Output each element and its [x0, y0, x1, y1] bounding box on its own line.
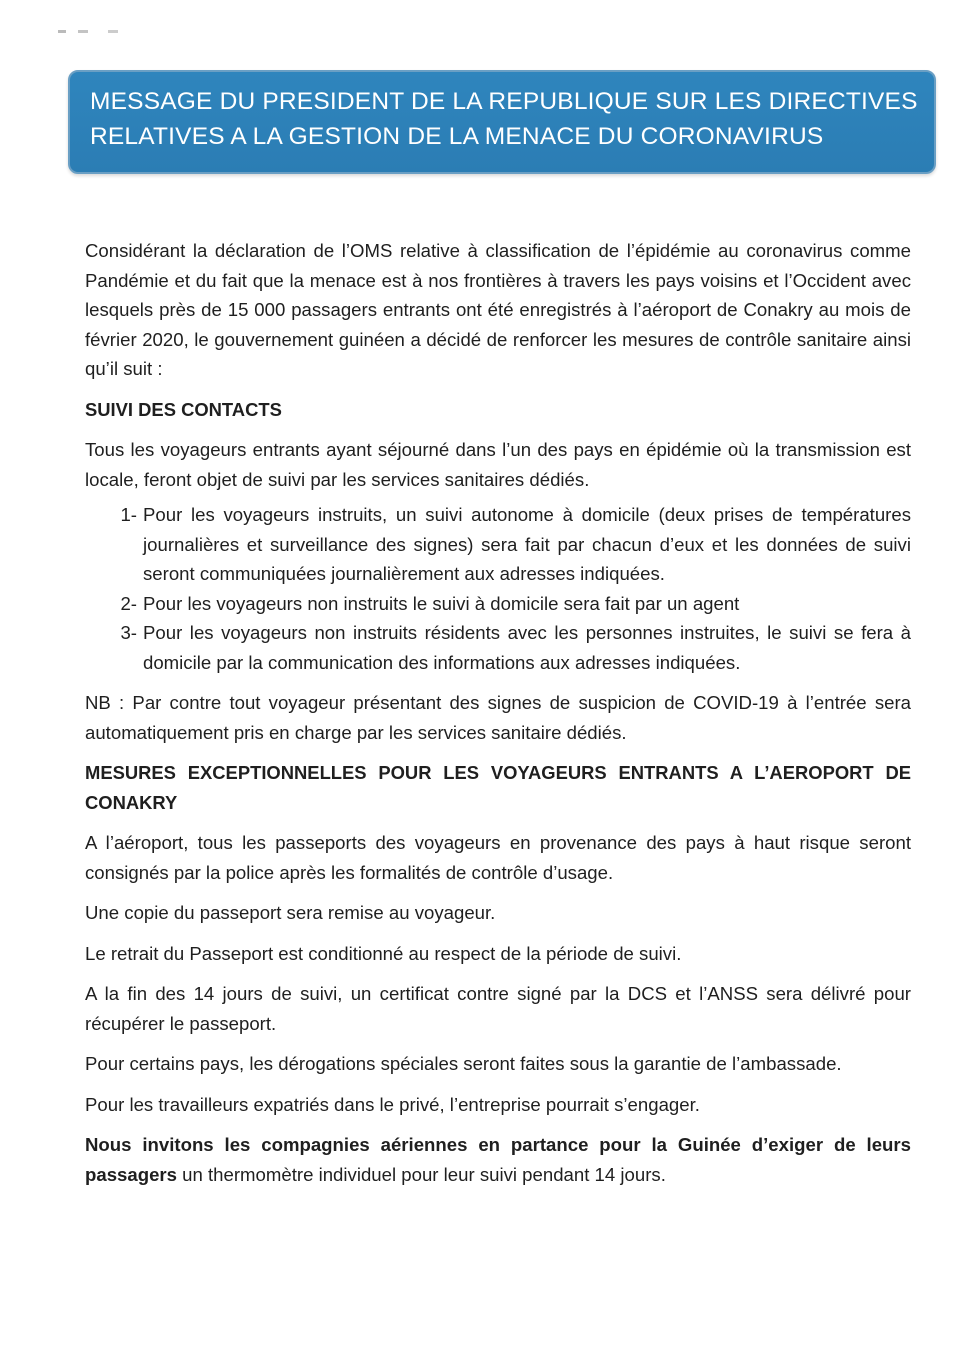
intro-paragraph: Considérant la déclaration de l’OMS relative à classification de l’épidémie au coronavirus comme Pandémie et du fait que la menace est à nos frontières à travers les pays voisins et l’Occident avec lesquels près de 15 000 passagers entrants ont été enregistrés à l’aéroport de Conakry au mois de février 2020, le gouvernement guinéen a décidé de renforcer les mesures de contrôle sanitaire ainsi qu’il suit : — [85, 240, 911, 379]
title-line-2: RELATIVES A LA GESTION DE LA MENACE DU CORONAVIRUS — [90, 123, 824, 150]
contacts-paragraph: Tous les voyageurs entrants ayant séjourné dans l’un des pays en épidémie où la transmission est locale, feront objet de suivi par les services sanitaires dédiés. — [85, 439, 911, 490]
measures-paragraph: Pour certains pays, les dérogations spéciales seront faites sous la garantie de l’ambassade. — [85, 1053, 842, 1074]
note-paragraph: NB : Par contre tout voyageur présentant des signes de suspicion de COVID-19 à l’entrée sera automatiquement pris en charge par les services sanitaire dédiés. — [85, 692, 911, 743]
measures-paragraph: A l’aéroport, tous les passeports des voyageurs en provenance des pays à haut risque seront consignés par la police après les formalités de contrôle d’usage. — [85, 832, 911, 883]
list-text: Pour les voyageurs non instruits résidents avec les personnes instruites, le suivi se fera à domicile par la communication des informations aux adresses indiquées. — [143, 622, 911, 673]
title-line-1: MESSAGE DU PRESIDENT DE LA REPUBLIQUE SUR LES DIRECTIVES — [90, 88, 918, 115]
list-item — [85, 589, 911, 619]
section-heading-contacts: SUIVI DES CONTACTS — [85, 398, 282, 420]
closing-paragraph — [85, 1130, 911, 1189]
follow-up-list — [85, 500, 911, 677]
document-body — [85, 236, 911, 1189]
list-number: 2- — [120, 592, 137, 614]
list-number: 1- — [120, 504, 137, 525]
list-item — [85, 618, 911, 677]
measures-paragraph: A la fin des 14 jours de suivi, un certificat contre signé par la DCS et l’ANSS sera délivré pour récupérer le passeport. — [85, 983, 911, 1034]
closing-text: un thermomètre individuel pour leur suivi pendant 14 jours. — [177, 1163, 666, 1185]
measures-paragraph: Pour les travailleurs expatriés dans le privé, l’entreprise pourrait s’engager. — [85, 1093, 700, 1115]
section-heading-measures: MESURES EXCEPTIONNELLES POUR LES VOYAGEURS ENTRANTS A L’AEROPORT DE CONAKRY — [85, 762, 911, 813]
measures-paragraph: Le retrait du Passeport est conditionné au respect de la période de suivi. — [85, 942, 682, 964]
list-text: Pour les voyageurs non instruits le suivi à domicile sera fait par un agent — [143, 592, 740, 614]
closing-bold-text: Nous invitons les compagnies aériennes en partance pour la Guinée d’exiger de leurs passagers — [85, 1134, 911, 1185]
list-number: 3- — [120, 622, 137, 643]
title-banner — [68, 70, 936, 174]
list-text: Pour les voyageurs instruits, un suivi autonome à domicile (deux prises de températures journalières et surveillance des signes) sera fait par chacun d’eux et les données de suivi seront communiquées journalièrement aux adresses indiquées. — [143, 504, 911, 584]
measures-paragraph: Une copie du passeport sera remise au voyageur. — [85, 902, 496, 923]
list-item — [85, 500, 911, 589]
scan-artifact — [58, 30, 118, 33]
